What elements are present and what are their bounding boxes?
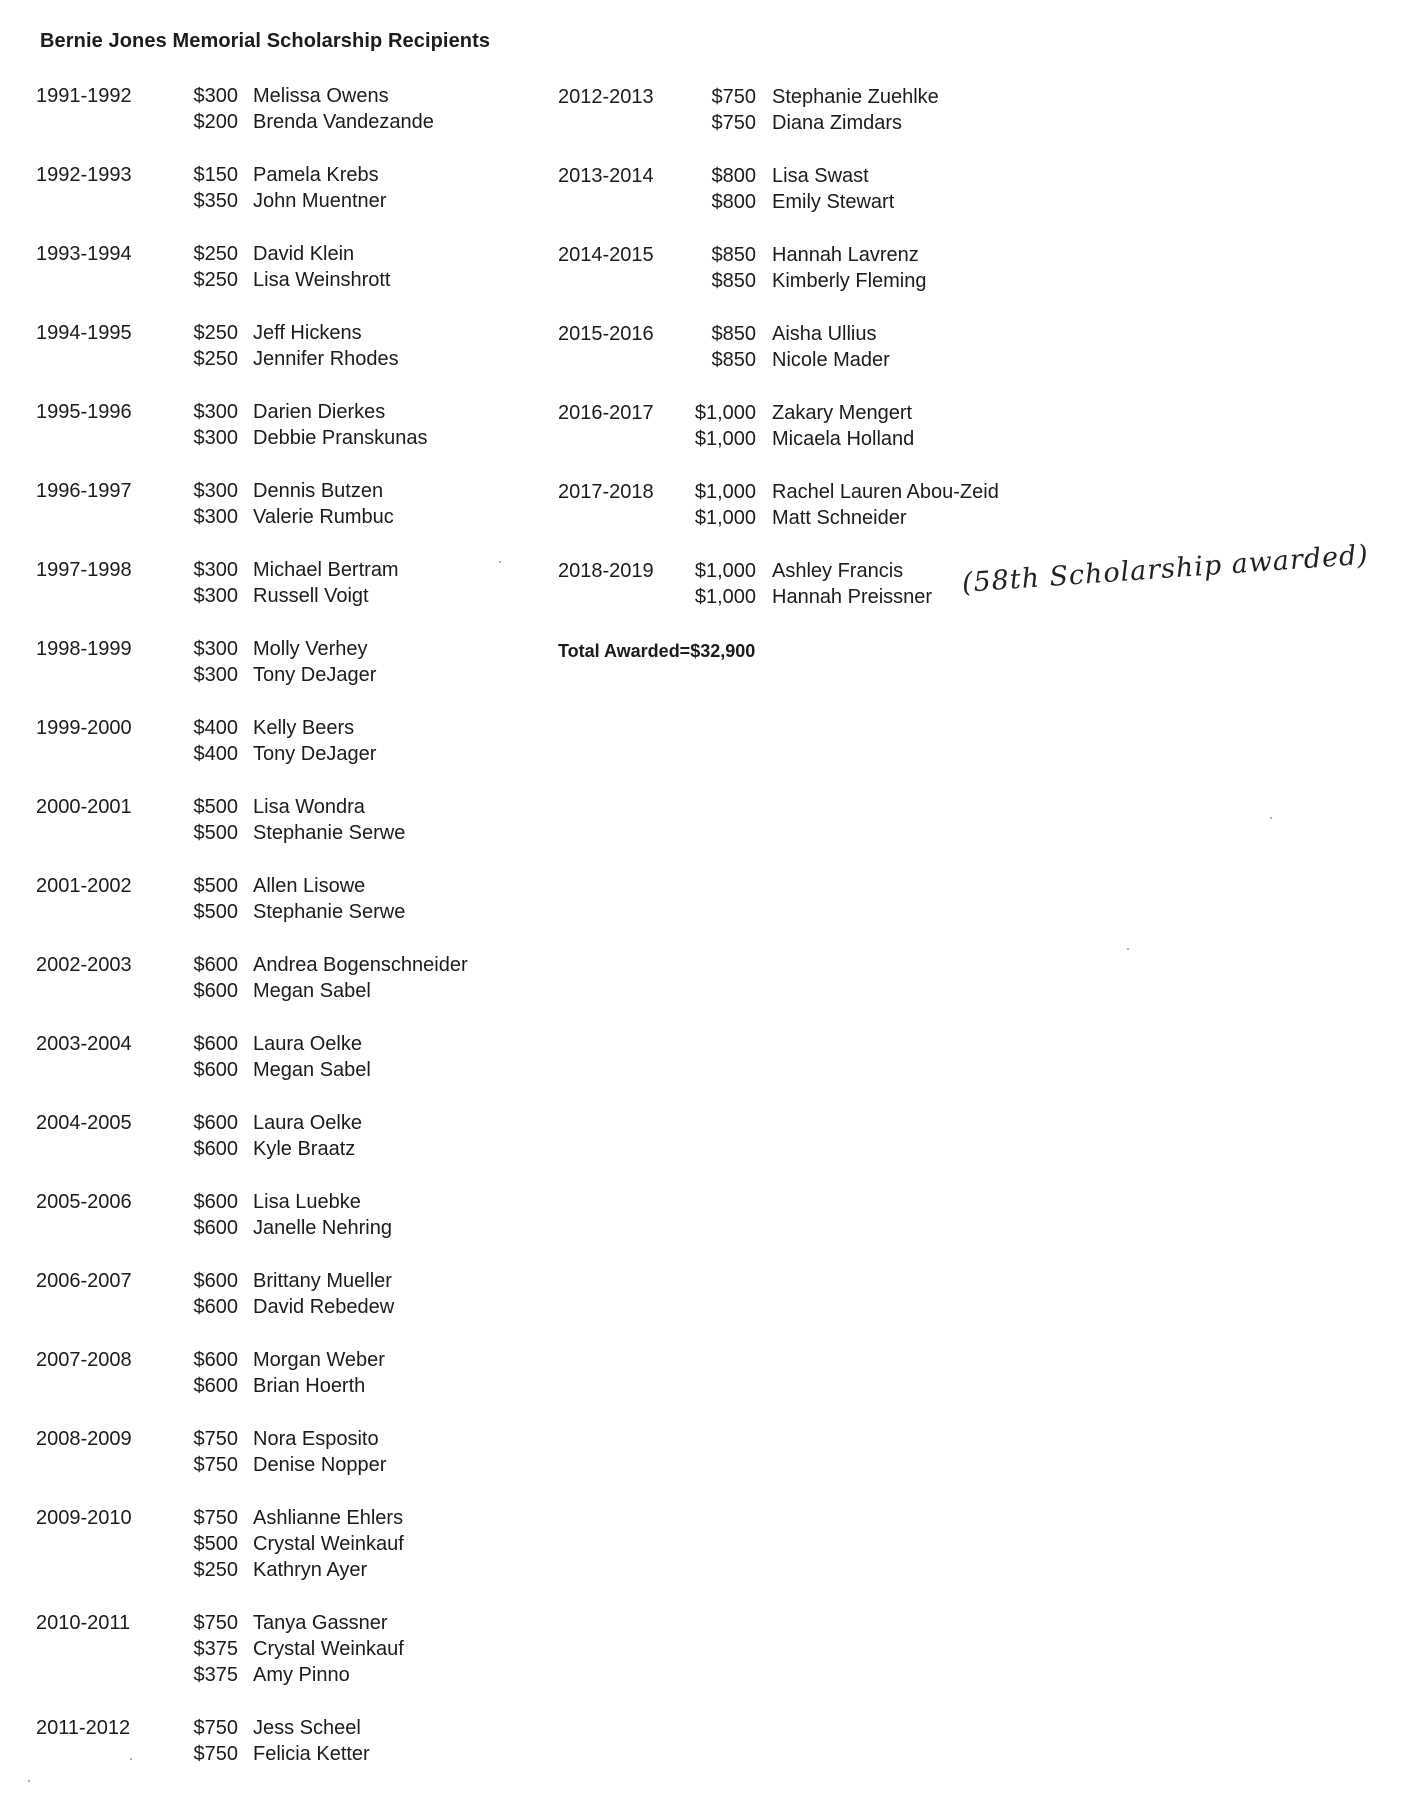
- recipient-name: Rachel Lauren Abou-Zeid: [772, 481, 999, 503]
- award-year: 2001-2002: [36, 875, 132, 897]
- recipient-name: Kathryn Ayer: [253, 1559, 368, 1581]
- recipient-name: Jess Scheel: [253, 1717, 361, 1739]
- award-amount: $250: [193, 269, 238, 291]
- award-year: 1993-1994: [36, 243, 132, 265]
- award-amount: $400: [193, 743, 238, 765]
- total-awarded: Total Awarded=$32,900: [558, 641, 756, 661]
- award-amount: $850: [711, 349, 756, 371]
- recipient-name: Denise Nopper: [253, 1454, 387, 1476]
- recipient-name: Kimberly Fleming: [772, 270, 927, 292]
- recipient-name: Dennis Butzen: [253, 480, 384, 502]
- recipient-name: Lisa Wondra: [253, 796, 365, 818]
- recipient-name: Molly Verhey: [253, 638, 368, 660]
- award-year: 2002-2003: [36, 954, 132, 976]
- award-amount: $600: [193, 1191, 238, 1213]
- award-amount: $600: [193, 1296, 238, 1318]
- award-year: 1996-1997: [36, 480, 132, 502]
- award-year: 2007-2008: [36, 1349, 132, 1371]
- award-amount: $300: [193, 585, 238, 607]
- award-year: 2000-2001: [36, 796, 132, 818]
- award-year: 2010-2011: [36, 1612, 131, 1634]
- award-amount: $600: [193, 1112, 238, 1134]
- recipient-name: Brian Hoerth: [253, 1375, 366, 1397]
- recipient-name: Darien Dierkes: [253, 401, 386, 423]
- award-amount: $1,000: [694, 586, 756, 608]
- recipient-name: Russell Voigt: [253, 585, 369, 607]
- award-amount: $500: [193, 901, 238, 923]
- award-year: 2008-2009: [36, 1428, 132, 1450]
- recipient-name: Nora Esposito: [253, 1428, 379, 1450]
- recipient-name: Nicole Mader: [772, 349, 890, 371]
- award-amount: $800: [711, 191, 756, 213]
- award-amount: $800: [711, 165, 756, 187]
- recipient-name: Valerie Rumbuc: [253, 506, 394, 528]
- award-amount: $250: [193, 243, 238, 265]
- scan-speck: [130, 1758, 132, 1760]
- recipient-name: Stephanie Zuehlke: [772, 86, 939, 108]
- recipient-name: Crystal Weinkauf: [253, 1638, 404, 1660]
- recipient-name: Aisha Ullius: [772, 323, 877, 345]
- award-year: 1998-1999: [36, 638, 132, 660]
- recipient-name: Andrea Bogenschneider: [253, 954, 468, 976]
- award-amount: $600: [193, 980, 238, 1002]
- recipient-name: Melissa Owens: [253, 85, 389, 107]
- award-amount: $300: [193, 401, 238, 423]
- scan-speck: [499, 561, 501, 563]
- award-amount: $850: [711, 323, 756, 345]
- recipient-name: Janelle Nehring: [253, 1217, 392, 1239]
- recipient-name: Emily Stewart: [772, 191, 895, 213]
- award-amount: $300: [193, 480, 238, 502]
- award-amount: $300: [193, 664, 238, 686]
- award-amount: $600: [193, 1059, 238, 1081]
- award-year: 1992-1993: [36, 164, 132, 186]
- award-amount: $300: [193, 506, 238, 528]
- award-amount: $400: [193, 717, 238, 739]
- recipient-name: Morgan Weber: [253, 1349, 385, 1371]
- recipient-name: Lisa Luebke: [253, 1191, 361, 1213]
- award-amount: $375: [193, 1664, 238, 1686]
- recipient-name: Zakary Mengert: [772, 402, 913, 424]
- award-amount: $150: [193, 164, 238, 186]
- award-amount: $500: [193, 796, 238, 818]
- award-year: 2011-2012: [36, 1717, 131, 1739]
- award-amount: $250: [193, 322, 238, 344]
- award-amount: $300: [193, 427, 238, 449]
- award-amount: $1,000: [694, 507, 756, 529]
- award-amount: $200: [193, 111, 238, 133]
- award-year: 2017-2018: [558, 481, 654, 503]
- award-year: 1997-1998: [36, 559, 132, 581]
- award-year: 2006-2007: [36, 1270, 132, 1292]
- award-amount: $750: [711, 112, 756, 134]
- recipient-name: Lisa Weinshrott: [253, 269, 391, 291]
- award-year: 1994-1995: [36, 322, 132, 344]
- award-amount: $600: [193, 954, 238, 976]
- award-amount: $850: [711, 270, 756, 292]
- award-amount: $300: [193, 638, 238, 660]
- award-amount: $750: [193, 1717, 238, 1739]
- recipient-name: Felicia Ketter: [253, 1743, 370, 1765]
- page-title: Bernie Jones Memorial Scholarship Recipients: [40, 30, 491, 52]
- recipient-name: Brittany Mueller: [253, 1270, 392, 1292]
- award-year: 2004-2005: [36, 1112, 132, 1134]
- award-amount: $750: [193, 1428, 238, 1450]
- recipient-name: Brenda Vandezande: [253, 111, 434, 133]
- award-amount: $750: [193, 1743, 238, 1765]
- handwritten-note: (58th Scholarship awarded): [960, 539, 1370, 599]
- award-amount: $600: [193, 1349, 238, 1371]
- recipient-name: Jennifer Rhodes: [253, 348, 399, 370]
- recipient-name: Crystal Weinkauf: [253, 1533, 404, 1555]
- recipient-name: Allen Lisowe: [253, 875, 366, 897]
- award-year: 2016-2017: [558, 402, 654, 424]
- award-year: 2009-2010: [36, 1507, 132, 1529]
- award-year: 2005-2006: [36, 1191, 132, 1213]
- award-amount: $1,000: [694, 402, 756, 424]
- award-amount: $750: [193, 1454, 238, 1476]
- recipient-name: Laura Oelke: [253, 1112, 362, 1134]
- recipient-name: Michael Bertram: [253, 559, 399, 581]
- recipient-name: Lisa Swast: [772, 165, 869, 187]
- award-amount: $250: [193, 1559, 238, 1581]
- recipient-name: Kyle Braatz: [253, 1138, 356, 1160]
- recipient-name: Matt Schneider: [772, 507, 907, 529]
- award-year: 2013-2014: [558, 165, 654, 187]
- award-year: 2003-2004: [36, 1033, 132, 1055]
- recipient-name: John Muentner: [253, 190, 387, 212]
- recipient-name: Megan Sabel: [253, 1059, 371, 1081]
- award-amount: $1,000: [694, 428, 756, 450]
- recipient-name: Ashlianne Ehlers: [253, 1507, 404, 1529]
- award-amount: $850: [711, 244, 756, 266]
- award-amount: $600: [193, 1033, 238, 1055]
- recipient-name: Pamela Krebs: [253, 164, 379, 186]
- award-amount: $1,000: [694, 481, 756, 503]
- award-year: 2015-2016: [558, 323, 654, 345]
- recipient-name: David Rebedew: [253, 1296, 395, 1318]
- award-year: 1991-1992: [36, 85, 132, 107]
- recipient-name: Hannah Preissner: [772, 586, 933, 608]
- award-amount: $750: [193, 1612, 238, 1634]
- award-amount: $500: [193, 875, 238, 897]
- award-amount: $600: [193, 1138, 238, 1160]
- recipient-name: Kelly Beers: [253, 717, 355, 739]
- award-amount: $300: [193, 85, 238, 107]
- award-amount: $600: [193, 1217, 238, 1239]
- award-year: 2012-2013: [558, 86, 654, 108]
- award-amount: $600: [193, 1270, 238, 1292]
- award-amount: $350: [193, 190, 238, 212]
- recipient-name: Amy Pinno: [253, 1664, 350, 1686]
- scan-speck: [1127, 948, 1129, 950]
- recipient-name: Tony DeJager: [253, 743, 377, 765]
- award-year: 2018-2019: [558, 560, 654, 582]
- recipient-name: Ashley Francis: [772, 560, 904, 582]
- recipient-name: Hannah Lavrenz: [772, 244, 919, 266]
- recipient-name: Tony DeJager: [253, 664, 377, 686]
- recipient-name: Stephanie Serwe: [253, 822, 406, 844]
- award-amount: $250: [193, 348, 238, 370]
- award-year: 1995-1996: [36, 401, 132, 423]
- award-amount: $1,000: [694, 560, 756, 582]
- recipient-name: Stephanie Serwe: [253, 901, 406, 923]
- recipient-name: Jeff Hickens: [253, 322, 362, 344]
- recipient-name: David Klein: [253, 243, 355, 265]
- recipient-name: Laura Oelke: [253, 1033, 362, 1055]
- award-amount: $750: [193, 1507, 238, 1529]
- recipient-name: Micaela Holland: [772, 428, 915, 450]
- award-amount: $375: [193, 1638, 238, 1660]
- scan-speck: [1270, 817, 1272, 819]
- award-amount: $300: [193, 559, 238, 581]
- recipient-name: Diana Zimdars: [772, 112, 903, 134]
- award-year: 2014-2015: [558, 244, 654, 266]
- award-amount: $750: [711, 86, 756, 108]
- recipient-name: Debbie Pranskunas: [253, 427, 428, 449]
- recipient-name: Tanya Gassner: [253, 1612, 388, 1634]
- award-year: 1999-2000: [36, 717, 132, 739]
- scan-speck: [28, 1780, 30, 1782]
- recipient-name: Megan Sabel: [253, 980, 371, 1002]
- award-amount: $500: [193, 1533, 238, 1555]
- award-amount: $500: [193, 822, 238, 844]
- award-amount: $600: [193, 1375, 238, 1397]
